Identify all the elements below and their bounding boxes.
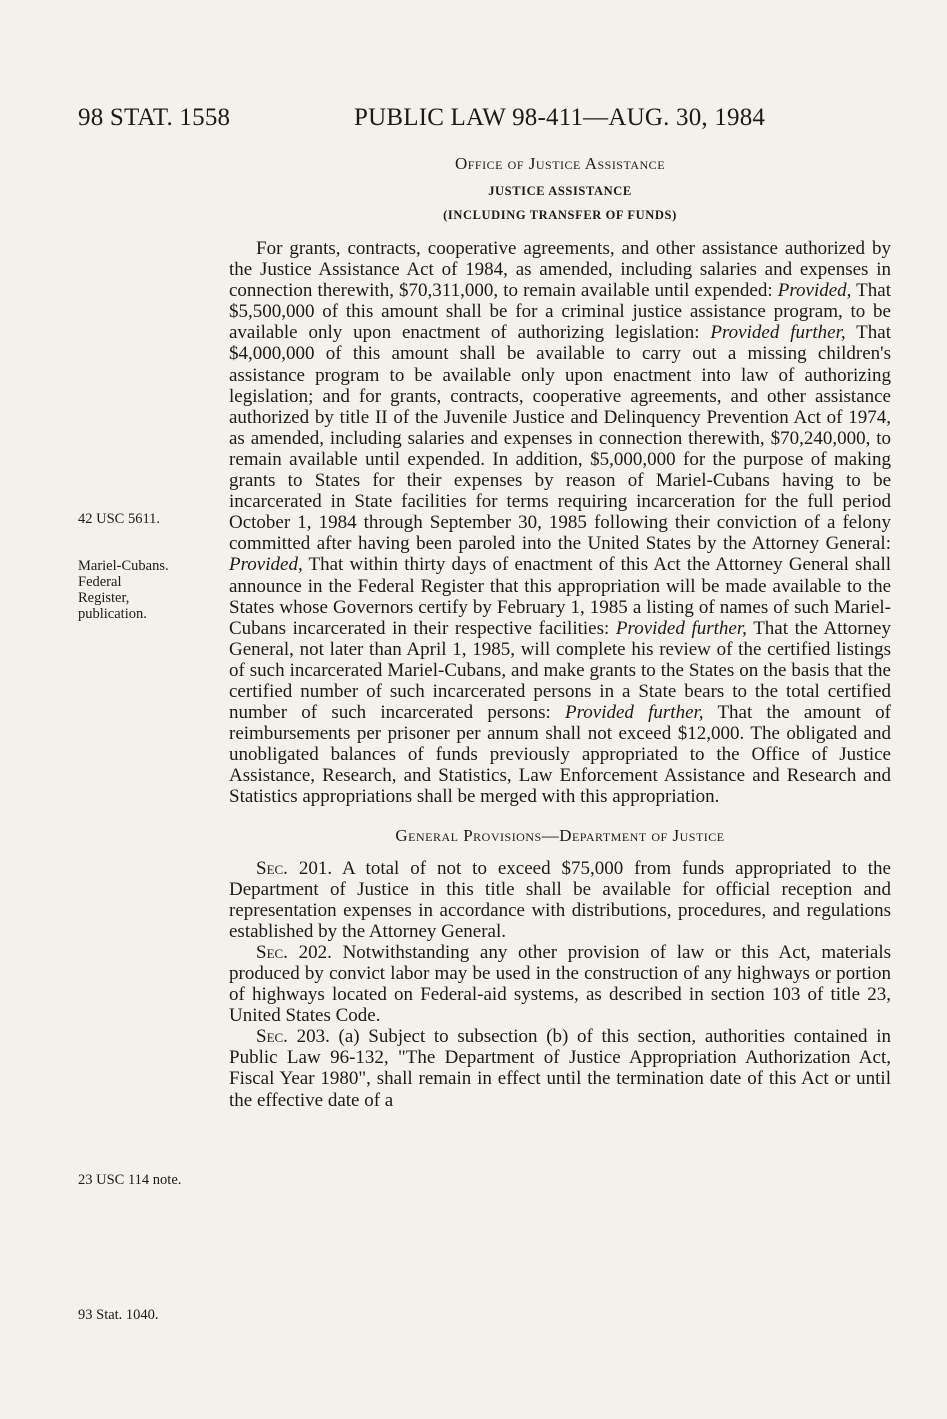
paragraph-text: That $5,500,000 of this amount shall be for a criminal justice assistance program, to be available only upon enactment of authorizing legislation: xyxy=(229,280,891,344)
section-label: Sec. 201. xyxy=(256,857,333,879)
margin-note-federal: Federal xyxy=(78,574,122,590)
margin-note-93-stat-1040: 93 Stat. 1040. xyxy=(78,1307,159,1323)
section-heading-office: Office of Justice Assistance xyxy=(454,154,666,173)
general-provisions-body xyxy=(229,858,891,1111)
paragraph-text: That the amount of reimbursements per prisoner per annum shall not exceed $12,000. The obligated and unobligated balances of funds previously appropriated to the Office of Justice Assistance, Research, and Statistics, Law Enforcement Assistance and Research and Statistics appropriations shall be merged with this appropriation. xyxy=(229,702,891,808)
margin-note-mariel-cubans: Mariel-Cubans. xyxy=(78,558,169,574)
sec-201-paragraph xyxy=(229,858,891,942)
proviso: Provided further, xyxy=(564,702,704,724)
paragraph-text: That $4,000,000 of this amount shall be available to carry out a missing children's assistance program to be available only upon enactment into law of authorizing legislation; and for grants, contracts, cooperative agreements, and other assistance authorized by title II of the Juvenile Justice and Delinquency Prevention Act of 1974, as amended, including salaries and expenses in connection therewith, $70,240,000, to remain available until expended. In addition, $5,000,000 for the purpose of making grants to States for their expenses by reason of Mariel-Cubans having to be incarcerated in State facilities for terms requiring incarceration for the full period October 1, 1984 through September 30, 1985 following their conviction of a felony committed after having been paroled into the United States by the Attorney General: xyxy=(229,322,891,555)
sec-202-paragraph xyxy=(229,942,891,1026)
proviso: Provided further, xyxy=(615,617,747,639)
section-text: (a) Subject to subsection (b) of this section, authorities contained in Public Law 96-132, "The Department of Justice Appropriation Authorization Act, Fiscal Year 1980", shall remain in effect until the termination date of this Act or until the effective date of a xyxy=(229,1026,891,1111)
margin-note-23-usc-114: 23 USC 114 note. xyxy=(78,1172,182,1188)
proviso: Provided further, xyxy=(710,322,846,344)
subheading-transfer-of-funds: (INCLUDING TRANSFER OF FUNDS) xyxy=(443,208,677,222)
section-label: Sec. 203. xyxy=(256,1026,330,1048)
proviso: Provided, xyxy=(777,280,852,302)
paragraph-text: For grants, contracts, cooperative agreements, and other assistance authorized by the Justice Assistance Act of 1984, as amended, including salaries and expenses in connection therewith, $70,311,000, to remain available until expended: xyxy=(229,238,891,302)
section-text: Notwithstanding any other provision of law or this Act, materials produced by convict labor may be used in the construction of any highways or portion of highways located on Federal-aid systems, as described in section 103 of title 23, United States Code. xyxy=(229,941,891,1027)
sec-203-paragraph xyxy=(229,1026,891,1110)
subheading-justice-assistance: JUSTICE ASSISTANCE xyxy=(488,184,632,198)
public-law-title: PUBLIC LAW 98-411—AUG. 30, 1984 xyxy=(354,104,766,131)
main-text-column xyxy=(229,152,891,1111)
section-label: Sec. 202. xyxy=(256,941,332,963)
section-text: A total of not to exceed $75,000 from funds appropriated to the Department of Justice in this title shall be available for official reception and representation expenses in accordance with distributions, procedures, and regulations established by the Attorney General. xyxy=(229,857,891,942)
statute-page-number: 98 STAT. 1558 xyxy=(78,104,231,131)
margin-note-register: Register, xyxy=(78,590,130,606)
margin-note-42-usc-5611: 42 USC 5611. xyxy=(78,511,161,527)
paragraph-text: That the Attorney General, not later than April 1, 1985, will complete his review of the certified listings of such incarcerated Mariel-Cubans, and make grants to the States on the basis that the certified number of such incarcerated persons in a State bears to the total certified number of such incarcerated persons: xyxy=(229,617,891,724)
margin-note-publication: publication. xyxy=(78,606,147,622)
proviso: Provided, xyxy=(229,554,303,576)
appropriation-paragraph xyxy=(229,238,891,808)
section-heading-general-provisions: General Provisions—Department of Justice xyxy=(395,825,725,845)
paragraph-text: That within thirty days of enactment of this Act the Attorney General shall announce in the Federal Register that this appropriation will be made available to the States whose Governors certify by February 1, 1985 a listing of names of such Mariel-Cubans incarcerated in their respective facilities: xyxy=(229,554,891,639)
